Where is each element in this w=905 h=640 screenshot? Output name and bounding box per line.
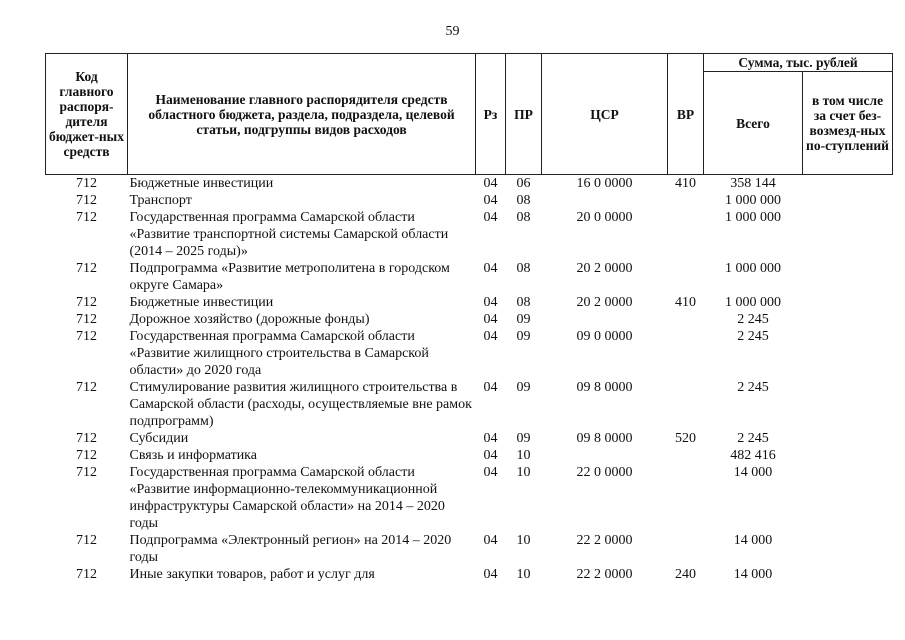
- cell-total: 14 000: [733, 533, 773, 548]
- header-pr: ПР: [506, 54, 542, 175]
- table-row: [46, 379, 893, 430]
- cell-csr: 20 0 0000: [576, 210, 633, 225]
- cell-code: 712: [76, 533, 97, 548]
- cell-rz: 04: [483, 261, 498, 276]
- cell-pr: 10: [516, 567, 531, 582]
- table-row: [46, 566, 893, 583]
- cell-name: Субсидии: [129, 431, 189, 446]
- cell-vr: [668, 209, 704, 260]
- cell-free: [803, 294, 893, 311]
- cell-rz: 04: [483, 533, 498, 548]
- cell-pr: 09: [516, 431, 531, 446]
- cell-csr: 22 2 0000: [576, 533, 633, 548]
- cell-pr: 08: [516, 295, 531, 310]
- cell-vr: [668, 328, 704, 379]
- cell-total: 2 245: [737, 431, 769, 446]
- cell-csr: [542, 447, 668, 464]
- cell-name: Государственная программа Самарской области «Развитие транспортной системы Самарской области (2014 – 2025 годы)»: [129, 210, 449, 259]
- cell-pr: 08: [516, 261, 531, 276]
- cell-code: 712: [76, 380, 97, 395]
- cell-vr: [668, 260, 704, 294]
- cell-vr: [668, 447, 704, 464]
- cell-total: 358 144: [730, 176, 776, 191]
- cell-code: 712: [76, 431, 97, 446]
- cell-code: 712: [76, 193, 97, 208]
- header-free: в том числе за счет без-возмезд-ных по-ступлений: [803, 72, 893, 175]
- header-csr: ЦСР: [542, 54, 668, 175]
- cell-free: [803, 566, 893, 583]
- table-row: [46, 192, 893, 209]
- cell-free: [803, 464, 893, 532]
- cell-free: [803, 430, 893, 447]
- cell-rz: 04: [483, 210, 498, 225]
- table-row: [46, 430, 893, 447]
- cell-name: Подпрограмма «Развитие метрополитена в городском округе Самара»: [129, 261, 450, 293]
- page-number: 59: [445, 24, 460, 39]
- cell-name: Государственная программа Самарской области «Развитие жилищного строительства в Самарской области» до 2020 года: [129, 329, 429, 378]
- cell-csr: 20 2 0000: [576, 295, 633, 310]
- cell-vr: [668, 192, 704, 209]
- header-total: Всего: [704, 72, 803, 175]
- cell-rz: 04: [483, 176, 498, 191]
- cell-pr: 08: [516, 193, 531, 208]
- cell-free: [803, 379, 893, 430]
- cell-pr: 09: [516, 380, 531, 395]
- cell-rz: 04: [483, 448, 498, 463]
- cell-pr: 10: [516, 533, 531, 548]
- cell-free: [803, 175, 893, 193]
- cell-rz: 04: [483, 312, 498, 327]
- cell-code: 712: [76, 448, 97, 463]
- cell-csr: [542, 311, 668, 328]
- table-row: [46, 532, 893, 566]
- cell-code: 712: [76, 295, 97, 310]
- cell-free: [803, 328, 893, 379]
- cell-total: 2 245: [737, 329, 769, 344]
- cell-rz: 04: [483, 193, 498, 208]
- cell-free: [803, 532, 893, 566]
- cell-pr: 09: [516, 312, 531, 327]
- cell-csr: 09 8 0000: [576, 380, 633, 395]
- cell-name: Бюджетные инвестиции: [129, 295, 274, 310]
- cell-free: [803, 311, 893, 328]
- cell-code: 712: [76, 312, 97, 327]
- cell-name: Связь и информатика: [129, 448, 257, 463]
- cell-pr: 06: [516, 176, 531, 191]
- table-row: [46, 175, 893, 193]
- cell-total: 1 000 000: [725, 261, 781, 276]
- cell-total: 482 416: [730, 448, 776, 463]
- cell-total: 1 000 000: [725, 193, 781, 208]
- cell-total: 14 000: [733, 465, 773, 480]
- cell-pr: 08: [516, 210, 531, 225]
- cell-csr: [542, 192, 668, 209]
- cell-name: Бюджетные инвестиции: [129, 176, 274, 191]
- cell-pr: 10: [516, 465, 531, 480]
- cell-vr: [668, 379, 704, 430]
- cell-total: 14 000: [733, 567, 773, 582]
- table-row: [46, 260, 893, 294]
- cell-csr: 09 0 0000: [576, 329, 633, 344]
- header-vr: ВР: [668, 54, 704, 175]
- header-sum: Сумма, тыс. рублей: [704, 54, 893, 72]
- table-row: [46, 464, 893, 532]
- cell-name: Стимулирование развития жилищного строительства в Самарской области (расходы, осуществляемые вне рамок подпрограмм): [129, 380, 472, 429]
- cell-name: Транспорт: [129, 193, 192, 208]
- cell-rz: 04: [483, 431, 498, 446]
- header-name: Наименование главного распорядителя средств областного бюджета, раздела, подраздела, целевой статьи, подгруппы видов расходов: [128, 54, 476, 175]
- cell-name: Иные закупки товаров, работ и услуг для: [129, 567, 375, 582]
- cell-rz: 04: [483, 465, 498, 480]
- cell-total: 2 245: [737, 380, 769, 395]
- cell-rz: 04: [483, 380, 498, 395]
- table-row: [46, 294, 893, 311]
- cell-free: [803, 192, 893, 209]
- cell-name: Подпрограмма «Электронный регион» на 2014 – 2020 годы: [129, 533, 452, 565]
- cell-vr: [668, 532, 704, 566]
- cell-rz: 04: [483, 295, 498, 310]
- cell-csr: 22 2 0000: [576, 567, 633, 582]
- cell-code: 712: [76, 329, 97, 344]
- cell-code: 712: [76, 465, 97, 480]
- budget-table: [45, 53, 893, 583]
- cell-name: Дорожное хозяйство (дорожные фонды): [129, 312, 370, 327]
- cell-name: Государственная программа Самарской области «Развитие информационно-телекоммуникационной инфраструктуры Самарской области» на 2014 – 2020 годы: [129, 465, 445, 531]
- cell-rz: 04: [483, 329, 498, 344]
- cell-vr: 410: [675, 176, 696, 191]
- cell-csr: 16 0 0000: [576, 176, 633, 191]
- cell-vr: 240: [675, 567, 696, 582]
- cell-csr: 22 0 0000: [576, 465, 633, 480]
- cell-pr: 09: [516, 329, 531, 344]
- cell-total: 1 000 000: [725, 210, 781, 225]
- cell-code: 712: [76, 176, 97, 191]
- table-row: [46, 311, 893, 328]
- header-code: Код главного распоря-дителя бюджет-ных средств: [46, 54, 128, 175]
- cell-csr: 20 2 0000: [576, 261, 633, 276]
- cell-free: [803, 260, 893, 294]
- table-row: [46, 328, 893, 379]
- cell-csr: 09 8 0000: [576, 431, 633, 446]
- cell-code: 712: [76, 261, 97, 276]
- cell-vr: 410: [675, 295, 696, 310]
- cell-pr: 10: [516, 448, 531, 463]
- cell-rz: 04: [483, 567, 498, 582]
- cell-vr: 520: [675, 431, 696, 446]
- cell-vr: [668, 464, 704, 532]
- header-rz: Рз: [476, 54, 506, 175]
- cell-free: [803, 447, 893, 464]
- cell-total: 1 000 000: [725, 295, 781, 310]
- cell-code: 712: [76, 567, 97, 582]
- cell-total: 2 245: [737, 312, 769, 327]
- table-row: [46, 447, 893, 464]
- cell-vr: [668, 311, 704, 328]
- table-row: [46, 209, 893, 260]
- cell-code: 712: [76, 210, 97, 225]
- cell-free: [803, 209, 893, 260]
